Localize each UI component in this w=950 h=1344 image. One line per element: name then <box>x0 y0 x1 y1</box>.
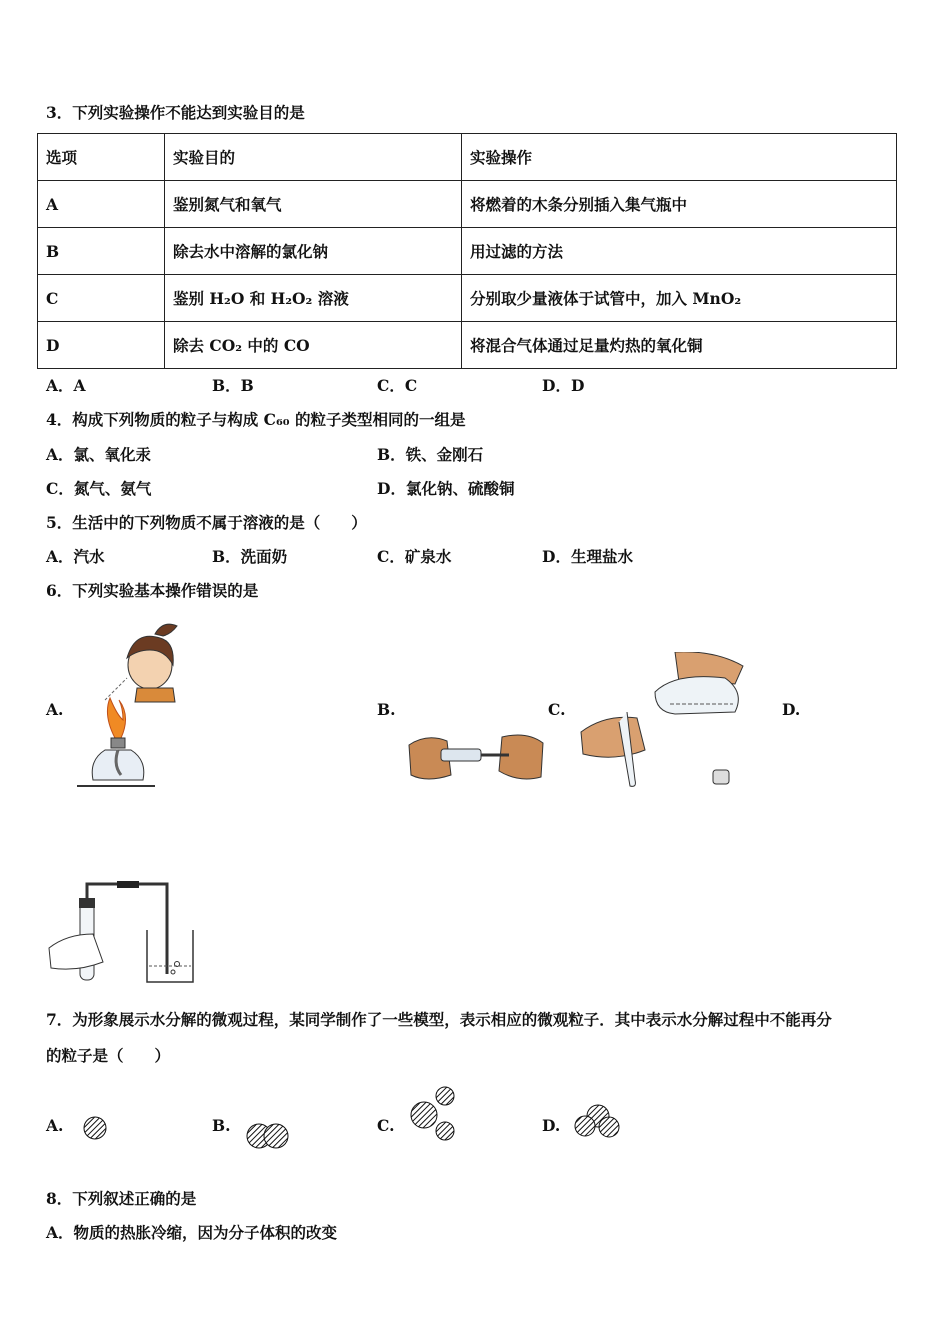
q5-stem: 5．生活中的下列物质不属于溶液的是（ ） <box>46 513 367 532</box>
airtightness-check-illustration <box>47 878 197 986</box>
q5-choice-d[interactable]: D．生理盐水 <box>542 547 633 566</box>
q8-stem: 8．下列叙述正确的是 <box>46 1189 197 1208</box>
q4-choice-d[interactable]: D．氯化钠、硫酸铜 <box>377 479 515 498</box>
q7-model-b-two-atoms <box>243 1120 293 1152</box>
q7-model-c-water-molecule <box>405 1083 461 1143</box>
table-cell-option: A <box>38 181 165 228</box>
table-cell-option: D <box>38 322 165 369</box>
q7-model-a-single-atom <box>80 1114 110 1142</box>
table-cell-operation: 用过滤的方法 <box>462 228 897 275</box>
blow-out-lamp-illustration <box>75 620 185 790</box>
table-header-row <box>38 134 897 181</box>
table-cell-option: C <box>38 275 165 322</box>
q7-stem-line2: 的粒子是（ ） <box>46 1046 171 1065</box>
table-cell-goal: 鉴别 H₂O 和 H₂O₂ 溶液 <box>165 275 462 322</box>
table-cell-option: B <box>38 228 165 275</box>
table-cell-operation: 将燃着的木条分别插入集气瓶中 <box>462 181 897 228</box>
q3-choice-c[interactable]: C．C <box>377 376 418 395</box>
table-row <box>38 322 897 369</box>
q4-choice-b[interactable]: B．铁、金刚石 <box>377 445 484 464</box>
q3-choice-a[interactable]: A．A <box>46 376 86 395</box>
pour-liquid-illustration <box>575 652 750 792</box>
table-cell-goal: 鉴别氮气和氧气 <box>165 181 462 228</box>
q5-choice-c[interactable]: C．矿泉水 <box>377 547 452 566</box>
q4-choice-c[interactable]: C．氮气、氨气 <box>46 479 152 498</box>
q6-label-b[interactable]: B. <box>377 700 396 719</box>
table-cell-goal: 除去水中溶解的氯化钠 <box>165 228 462 275</box>
q7-label-b[interactable]: B. <box>212 1116 231 1135</box>
table-row <box>38 228 897 275</box>
q8-choice-a[interactable]: A．物质的热胀冷缩，因为分子体积的改变 <box>46 1223 338 1242</box>
table-cell-goal: 除去 CO₂ 中的 CO <box>165 322 462 369</box>
table-row <box>38 181 897 228</box>
q7-model-d-molecule <box>573 1102 623 1142</box>
table-row <box>38 275 897 322</box>
q6-label-a[interactable]: A. <box>46 700 64 719</box>
q7-label-a[interactable]: A. <box>46 1116 64 1135</box>
table-header-cell: 选项 <box>38 134 165 181</box>
q5-choice-a[interactable]: A．汽水 <box>46 547 105 566</box>
q5-choice-b[interactable]: B．洗面奶 <box>212 547 288 566</box>
q3-stem: 3．下列实验操作不能达到实验目的是 <box>46 103 305 122</box>
connect-tube-illustration <box>407 725 545 787</box>
q4-stem: 4．构成下列物质的粒子与构成 C₆₀ 的粒子类型相同的一组是 <box>46 410 466 429</box>
q3-choice-d[interactable]: D．D <box>542 376 585 395</box>
q7-label-c[interactable]: C. <box>377 1116 395 1135</box>
table-header-cell: 实验目的 <box>165 134 462 181</box>
q3-choice-b[interactable]: B．B <box>212 376 254 395</box>
q6-label-d[interactable]: D. <box>782 700 801 719</box>
table-cell-operation: 将混合气体通过足量灼热的氧化铜 <box>462 322 897 369</box>
q7-label-d[interactable]: D. <box>542 1116 561 1135</box>
q7-stem-line1: 7．为形象展示水分解的微观过程，某同学制作了一些模型，表示相应的微观粒子．其中表示水分解过程中不能再分 <box>46 1010 832 1029</box>
q6-label-c[interactable]: C. <box>548 700 566 719</box>
table-header-cell: 实验操作 <box>462 134 897 181</box>
q6-stem: 6．下列实验基本操作错误的是 <box>46 581 259 600</box>
q4-choice-a[interactable]: A．氯、氧化汞 <box>46 445 152 464</box>
q3-table <box>37 133 897 369</box>
table-cell-operation: 分别取少量液体于试管中，加入 MnO₂ <box>462 275 897 322</box>
